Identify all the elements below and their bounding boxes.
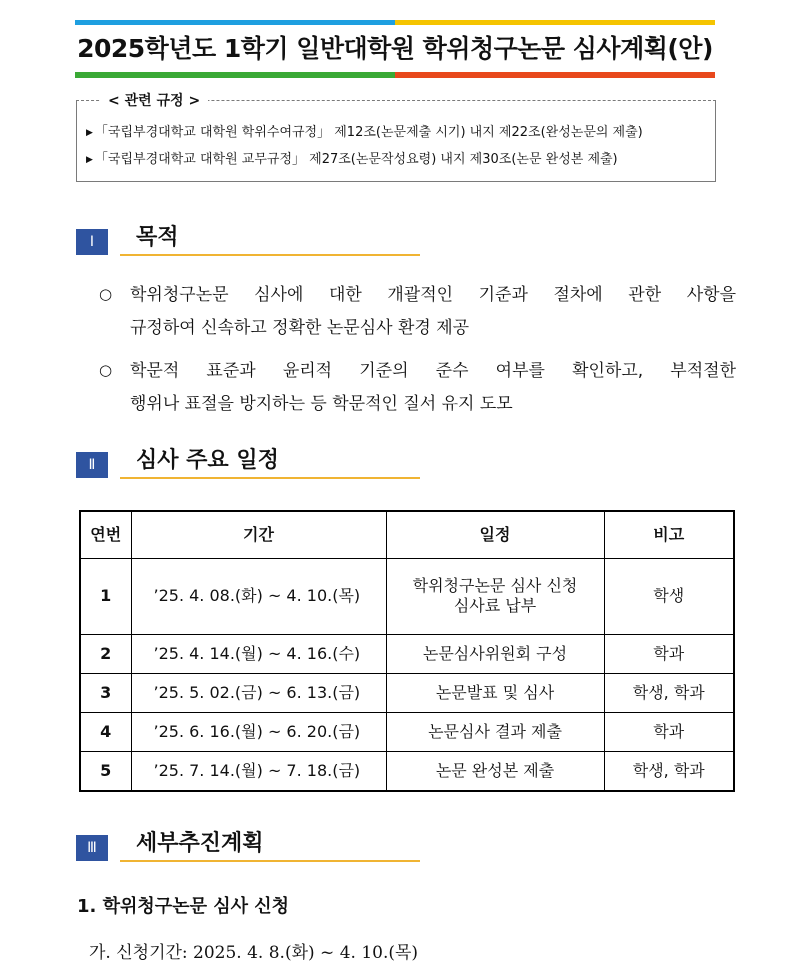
row-task: 논문심사 결과 제출	[386, 712, 604, 751]
section-number-box: Ⅰ	[76, 229, 108, 255]
table-row	[80, 559, 734, 635]
table-row	[80, 751, 734, 791]
row-task: 논문심사위원회 구성	[386, 634, 604, 673]
circle-bullet-icon: ○	[99, 285, 113, 303]
triangle-bullet-icon: ▶	[86, 155, 93, 165]
section-title: 심사 주요 일정	[136, 448, 279, 473]
table-row	[80, 712, 734, 751]
column-header: 연번	[80, 511, 131, 559]
row-note: 학생, 학과	[604, 673, 734, 712]
row-number: 1	[80, 559, 131, 635]
title-top-bar-yellow	[395, 20, 715, 25]
section-number-box: Ⅱ	[76, 452, 108, 478]
row-note: 학과	[604, 634, 734, 673]
row-number: 2	[80, 634, 131, 673]
table-row	[80, 673, 734, 712]
row-period: ’25. 6. 16.(월) ~ 6. 20.(금)	[131, 712, 386, 751]
row-task-line: 심사료 납부	[453, 596, 537, 616]
circle-bullet-icon: ○	[99, 361, 113, 379]
section-underline	[120, 860, 420, 862]
table-header-row	[80, 511, 734, 559]
title-bottom-bar	[75, 72, 715, 78]
schedule-table	[79, 510, 735, 792]
regulation-item	[86, 151, 618, 169]
column-header: 일정	[386, 511, 604, 559]
row-period: ’25. 5. 02.(금) ~ 6. 13.(금)	[131, 673, 386, 712]
column-header: 비고	[604, 511, 734, 559]
detail-item: 가. 신청기간: 2025. 4. 8.(화) ~ 4. 10.(목)	[89, 943, 419, 963]
triangle-bullet-icon: ▶	[86, 128, 93, 138]
regulation-text: 「국립부경대학교 대학원 학위수여규정」 제12조(논문제출 시기) 내지 제22조(완성논문의 제출)	[94, 125, 643, 140]
row-period: ’25. 4. 08.(화) ~ 4. 10.(목)	[131, 559, 386, 635]
row-note: 학과	[604, 712, 734, 751]
regulation-item	[86, 124, 643, 142]
row-task	[386, 559, 604, 635]
regulations-heading: < 관련 규정 >	[100, 92, 208, 110]
purpose-line: 규정하여 신속하고 정확한 논문심사 환경 제공	[130, 318, 470, 338]
row-number: 4	[80, 712, 131, 751]
section-title: 세부추진계획	[136, 831, 264, 856]
title-bottom-bar-green	[75, 72, 395, 78]
section-underline	[120, 254, 420, 256]
section-title: 목적	[136, 225, 179, 250]
purpose-line: 행위나 표절을 방지하는 등 학문적인 질서 유지 도모	[130, 394, 513, 414]
column-header: 기간	[131, 511, 386, 559]
title-top-bar	[75, 20, 715, 25]
row-number: 3	[80, 673, 131, 712]
table-row	[80, 634, 734, 673]
title-bottom-bar-orange	[395, 72, 715, 78]
row-note: 학생	[604, 559, 734, 635]
regulation-text: 「국립부경대학교 대학원 교무규정」 제27조(논문작성요령) 내지 제30조(논문 완성본 제출)	[94, 152, 618, 167]
row-task-line: 학위청구논문 심사 신청	[412, 576, 578, 596]
row-note: 학생, 학과	[604, 751, 734, 791]
section-underline	[120, 477, 420, 479]
row-period: ’25. 4. 14.(월) ~ 4. 16.(수)	[131, 634, 386, 673]
page-title: 2025학년도 1학기 일반대학원 학위청구논문 심사계획(안)	[77, 34, 713, 63]
section-number-box: Ⅲ	[76, 835, 108, 861]
purpose-line: 학문적 표준과 윤리적 기준의 준수 여부를 확인하고, 부적절한	[130, 361, 736, 381]
row-period: ’25. 7. 14.(월) ~ 7. 18.(금)	[131, 751, 386, 791]
row-number: 5	[80, 751, 131, 791]
row-task: 논문 완성본 제출	[386, 751, 604, 791]
detail-subheading: 1. 학위청구논문 심사 신청	[77, 896, 290, 917]
purpose-line: 학위청구논문 심사에 대한 개괄적인 기준과 절차에 관한 사항을	[130, 285, 736, 305]
row-task: 논문발표 및 심사	[386, 673, 604, 712]
title-top-bar-blue	[75, 20, 395, 25]
